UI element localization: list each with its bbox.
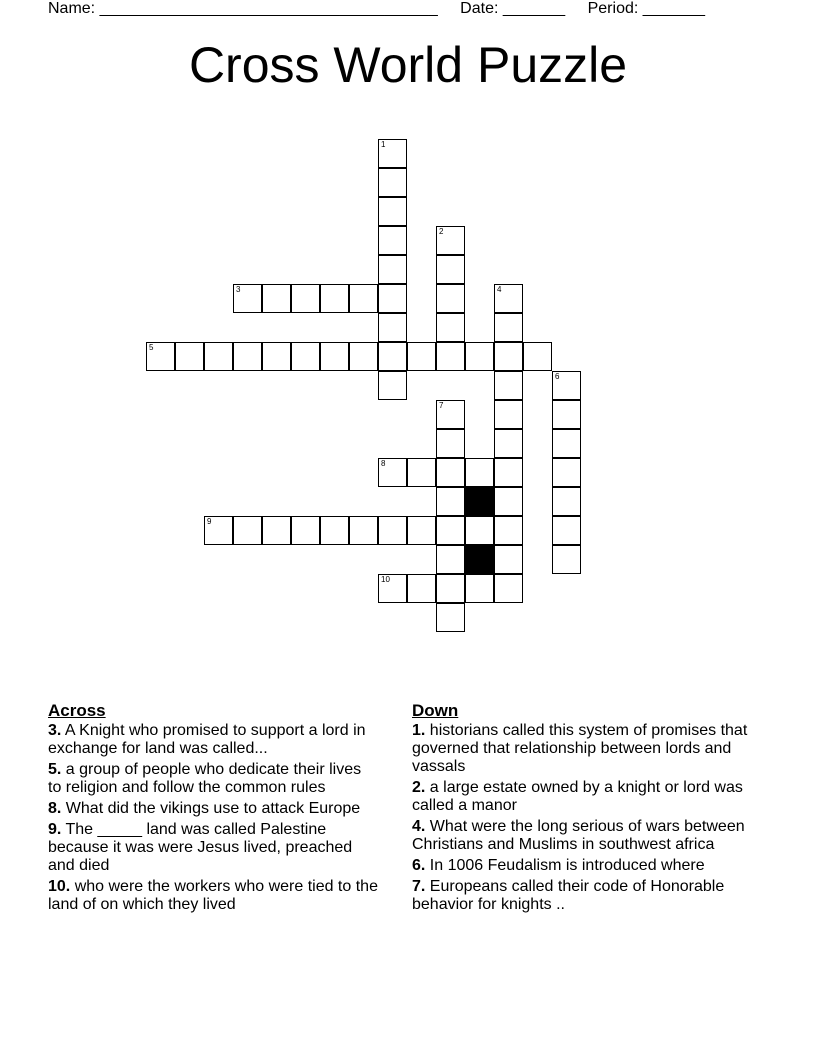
across-clues [48,702,378,917]
grid-cell[interactable] [349,284,378,313]
cell-number: 1 [381,140,386,149]
grid-cell[interactable] [436,516,465,545]
clue-text: who were the workers who were tied to the land of on which they lived [48,878,378,913]
cell-number: 9 [207,517,212,526]
grid-cell[interactable] [407,574,436,603]
grid-cell[interactable] [378,574,407,603]
down-clue [412,878,757,914]
grid-cell[interactable] [204,342,233,371]
grid-cell[interactable] [233,516,262,545]
cell-number: 3 [236,285,241,294]
grid-cell[interactable] [436,400,465,429]
grid-cell[interactable] [494,400,523,429]
grid-cell[interactable] [552,429,581,458]
grid-cell[interactable] [494,371,523,400]
page-title: Cross World Puzzle [188,37,628,93]
clue-number: 5. [48,761,62,778]
clue-text: A Knight who promised to support a lord in exchange for land was called... [48,722,366,757]
grid-cell[interactable] [378,313,407,342]
grid-cell[interactable] [407,458,436,487]
grid-cell[interactable] [552,458,581,487]
across-clue [48,722,378,758]
cell-number: 10 [381,575,390,584]
grid-cell[interactable] [378,516,407,545]
grid-cell[interactable] [552,487,581,516]
grid-cell[interactable] [378,197,407,226]
cell-number: 4 [497,285,502,294]
grid-cell[interactable] [378,168,407,197]
grid-cell[interactable] [378,226,407,255]
grid-cell[interactable] [494,487,523,516]
grid-cell[interactable] [436,313,465,342]
grid-cell[interactable] [436,226,465,255]
clue-text: What did the vikings use to attack Europe [65,800,361,817]
clue-text: a group of people who dedicate their lives to religion and follow the common rules [48,761,362,796]
grid-cell[interactable] [378,458,407,487]
grid-cell[interactable] [320,284,349,313]
grid-cell[interactable] [349,342,378,371]
grid-cell[interactable] [465,574,494,603]
black-cell [465,545,494,574]
black-cell [465,487,494,516]
clue-number: 7. [412,878,426,895]
grid-cell[interactable] [436,487,465,516]
grid-cell[interactable] [233,284,262,313]
grid-cell[interactable] [436,429,465,458]
grid-cell[interactable] [320,516,349,545]
grid-cell[interactable] [378,139,407,168]
down-clue [412,857,757,875]
clue-text: a large estate owned by a knight or lord was called a manor [412,779,743,814]
clue-number: 4. [412,818,426,835]
grid-cell[interactable] [262,516,291,545]
across-clue [48,761,378,797]
grid-cell[interactable] [436,255,465,284]
clue-number: 9. [48,821,62,838]
cell-number: 7 [439,401,444,410]
clue-text: In 1006 Feudalism is introduced where [429,857,705,874]
down-clues [412,702,757,917]
grid-cell[interactable] [465,342,494,371]
across-clue [48,800,378,818]
grid-cell[interactable] [146,342,175,371]
name-field[interactable]: Name: ______________________________________ [48,0,438,17]
down-clue [412,722,757,776]
cell-number: 2 [439,227,444,236]
grid-cell[interactable] [436,284,465,313]
down-clue [412,818,757,854]
clue-number: 2. [412,779,426,796]
grid-cell[interactable] [494,284,523,313]
grid-cell[interactable] [494,574,523,603]
grid-cell[interactable] [436,342,465,371]
across-clue [48,878,378,914]
grid-cell[interactable] [378,371,407,400]
grid-cell[interactable] [320,342,349,371]
grid-cell[interactable] [494,429,523,458]
down-heading: Down [412,701,459,720]
grid-cell[interactable] [407,342,436,371]
grid-cell[interactable] [494,458,523,487]
clue-text: historians called this system of promises that governed that relationship between lords and vassals [412,722,748,775]
grid-cell[interactable] [349,516,378,545]
grid-cell[interactable] [378,342,407,371]
grid-cell[interactable] [465,458,494,487]
date-field[interactable]: Date: _______ [460,0,566,17]
grid-cell[interactable] [494,313,523,342]
grid-cell[interactable] [378,255,407,284]
grid-cell[interactable] [204,516,233,545]
grid-cell[interactable] [407,516,436,545]
clue-number: 6. [412,857,426,874]
grid-cell[interactable] [552,545,581,574]
grid-cell[interactable] [552,400,581,429]
grid-cell[interactable] [523,342,552,371]
clue-number: 10. [48,878,71,895]
grid-cell[interactable] [436,458,465,487]
clue-number: 3. [48,722,62,739]
grid-cell[interactable] [436,574,465,603]
grid-cell[interactable] [291,516,320,545]
clue-text: What were the long serious of wars between Christians and Muslims in southwest africa [412,818,745,853]
clue-number: 8. [48,800,62,817]
clue-number: 1. [412,722,426,739]
cell-number: 8 [381,459,386,468]
across-heading: Across [48,701,106,720]
grid-cell[interactable] [175,342,204,371]
grid-cell[interactable] [291,284,320,313]
grid-cell[interactable] [494,545,523,574]
clue-text: The _____ land was called Palestine because it was were Jesus lived, preached and died [48,821,353,874]
grid-cell[interactable] [291,342,320,371]
grid-cell[interactable] [552,371,581,400]
grid-cell[interactable] [465,516,494,545]
across-clue [48,821,378,875]
grid-cell[interactable] [436,545,465,574]
grid-cell[interactable] [494,516,523,545]
period-field[interactable]: Period: _______ [587,0,706,17]
clue-text: Europeans called their code of Honorable behavior for knights .. [412,878,725,913]
cell-number: 6 [555,372,560,381]
grid-cell[interactable] [494,342,523,371]
grid-cell[interactable] [436,603,465,632]
grid-cell[interactable] [233,342,262,371]
grid-cell[interactable] [262,284,291,313]
cell-number: 5 [149,343,154,352]
down-clue [412,779,757,815]
grid-cell[interactable] [262,342,291,371]
grid-cell[interactable] [552,516,581,545]
grid-cell[interactable] [378,284,407,313]
